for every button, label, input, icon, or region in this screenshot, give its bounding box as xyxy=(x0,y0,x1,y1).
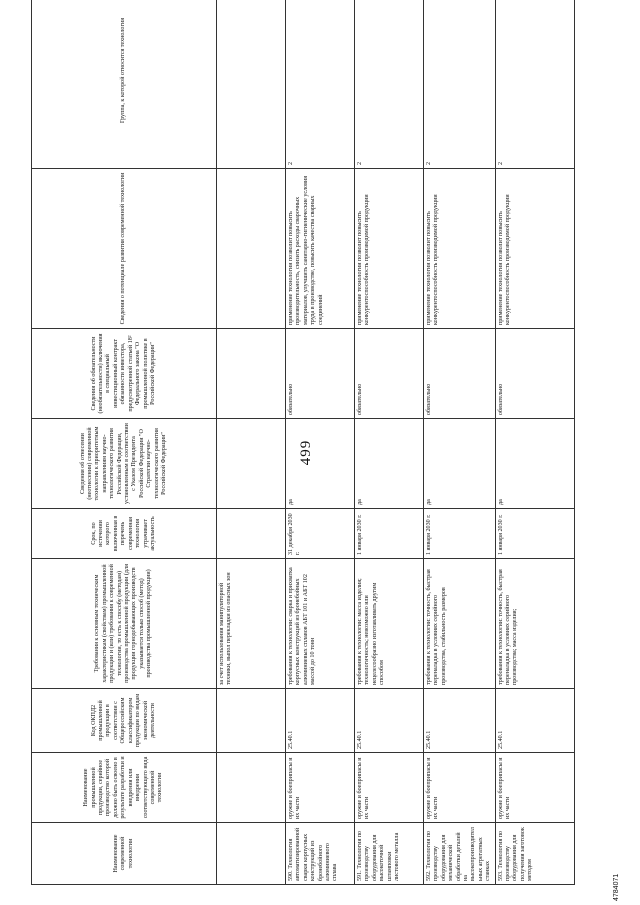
row-obligation: обязательно xyxy=(355,329,424,419)
row-product: оружие и боеприпасы и их части xyxy=(495,753,574,823)
row-number: 592. xyxy=(426,870,432,881)
row-potential: применение технологии позволит повысить конкурентоспособность производимой продукции xyxy=(495,169,574,329)
row-potential: применение технологии позволит повысить производительность, снизить расходы сварочных материалов, улучшить санитарно-гигиенические условия труда в производстве, повысить качества сварных соединений xyxy=(286,169,355,329)
row-deadline: 31 декабря 2030 г. xyxy=(286,509,355,559)
row-group: 2 xyxy=(495,0,574,169)
row-okpd2: 25.40.1 xyxy=(355,689,424,753)
header-row xyxy=(32,0,217,885)
row-name: Технология по производству оборудования для получения заготовок методом xyxy=(497,827,534,881)
header-product: Наименование промышленной продукции, серийное производство которой должно быть освоено в результате разработки и внедрения или внедрения соответствующего вида современной технологии xyxy=(32,753,217,823)
header-deadline: Срок, по истечении которого включенная в перечень современная технология утрачивает актуальность xyxy=(32,509,217,559)
row-name: Технология по производству оборудования для механической обработки деталей на высокопроизводительных агрегатных станках xyxy=(426,827,492,881)
row-obligation: обязательно xyxy=(495,329,574,419)
row-name: Технология автоматизированной сварки корпусных конструкций из бронебойного алюминиевого сплава xyxy=(288,827,339,881)
row-group: 2 xyxy=(355,0,424,169)
row-okpd2: 25.40.1 xyxy=(424,689,496,753)
row-requirements: требования к технологии: масса изделия; технологичность; невозможно или нецелесообразно изготавливать другим способом xyxy=(355,559,424,689)
row-obligation: обязательно xyxy=(286,329,355,419)
row-deadline: 1 января 2030 г. xyxy=(424,509,496,559)
technology-name xyxy=(495,823,574,885)
technology-name xyxy=(424,823,496,885)
header-potential: Сведения о потенциале развития современной технологии xyxy=(32,169,217,329)
row-number: 591. xyxy=(357,870,363,881)
row-number: 590. xyxy=(288,870,294,881)
technology-name xyxy=(286,823,355,885)
row-obligation: обязательно xyxy=(424,329,496,419)
header-group: Группа, к которой относится технология xyxy=(32,0,217,169)
row-potential: применение технологии позволит повысить конкурентоспособность производимой продукции xyxy=(355,169,424,329)
row-number: 593. xyxy=(497,870,504,881)
row-requirements: требования к технологии: точность, быстрая переналадка в условиях серийного производства; масса изделия; xyxy=(495,559,574,689)
table-row xyxy=(286,0,355,885)
technology-name xyxy=(355,823,424,885)
row-priority: да xyxy=(355,419,424,509)
continuation-text: за счет использования манипуляторной техники, выпол перекладки из опасных зон xyxy=(217,559,286,689)
row-product: оружие и боеприпасы и их части xyxy=(424,753,496,823)
header-priority: Сведения об отнесении (неотнесении) современной технологии к приоритетным направлениям научно-технологического развития Российской Федерации, установленным в соответствии с Указом Президента Российской Федерации "О Стратегии научно-технологического развития Российской Федерации" xyxy=(32,419,217,509)
row-okpd2: 25.40.1 xyxy=(495,689,574,753)
row-priority: да xyxy=(286,419,355,509)
header-requirements: Требования к основным техническим характеристикам (свойствам) промышленной продукции и (или) требования к современной технологии, то есть к способу (методам) производства промышленной продукции (для продукции горнодобывающих производств указывается только способ (метод) производства промышленной продукции) xyxy=(32,559,217,689)
continuation-row xyxy=(217,0,286,885)
row-product: оружие и боеприпасы и их части xyxy=(355,753,424,823)
table-row xyxy=(424,0,496,885)
header-name: Наименование современной технологии xyxy=(32,823,217,885)
row-requirements: требования к технологии: сварка и прихватка корпусных конструкций из бронебойных алюминиевых сплавов АБТ 101 и АБТ 102 массой до 10 тонн xyxy=(286,559,355,689)
table-row xyxy=(355,0,424,885)
row-requirements: требования к технологии: точность, быстрая переналадка в условиях серийного производства, стабильность размеров xyxy=(424,559,496,689)
document-code: 4784071 xyxy=(613,873,620,901)
header-okpd2: Код ОКПД2 промышленной продукции в соответствии с Общероссийским классификатором продукции по видам экономической деятельности xyxy=(32,689,217,753)
row-potential: применение технологии позволит повысить конкурентоспособность производимой продукции xyxy=(424,169,496,329)
row-deadline: 1 января 2030 г. xyxy=(355,509,424,559)
header-obligation: Сведения об обязательности (необязательности) включения в специальный инвестиционный контракт обязанности инвестора, предусмотренной статьей 18² Федерального закона "О промышленной политике в Российской Федерации" xyxy=(32,329,217,419)
technology-register-table xyxy=(31,0,575,885)
row-group: 2 xyxy=(424,0,496,169)
table-row xyxy=(495,0,574,885)
row-okpd2: 25.40.1 xyxy=(286,689,355,753)
row-group: 2 xyxy=(286,0,355,169)
row-deadline: 1 января 2030 г. xyxy=(495,509,574,559)
row-priority: да xyxy=(424,419,496,509)
row-product: оружие и боеприпасы и их части xyxy=(286,753,355,823)
row-name: Технология по производству оборудования для высокоточной штамповки листового металла xyxy=(357,830,401,881)
page-number: 499 xyxy=(298,439,314,466)
row-priority: да xyxy=(495,419,574,509)
